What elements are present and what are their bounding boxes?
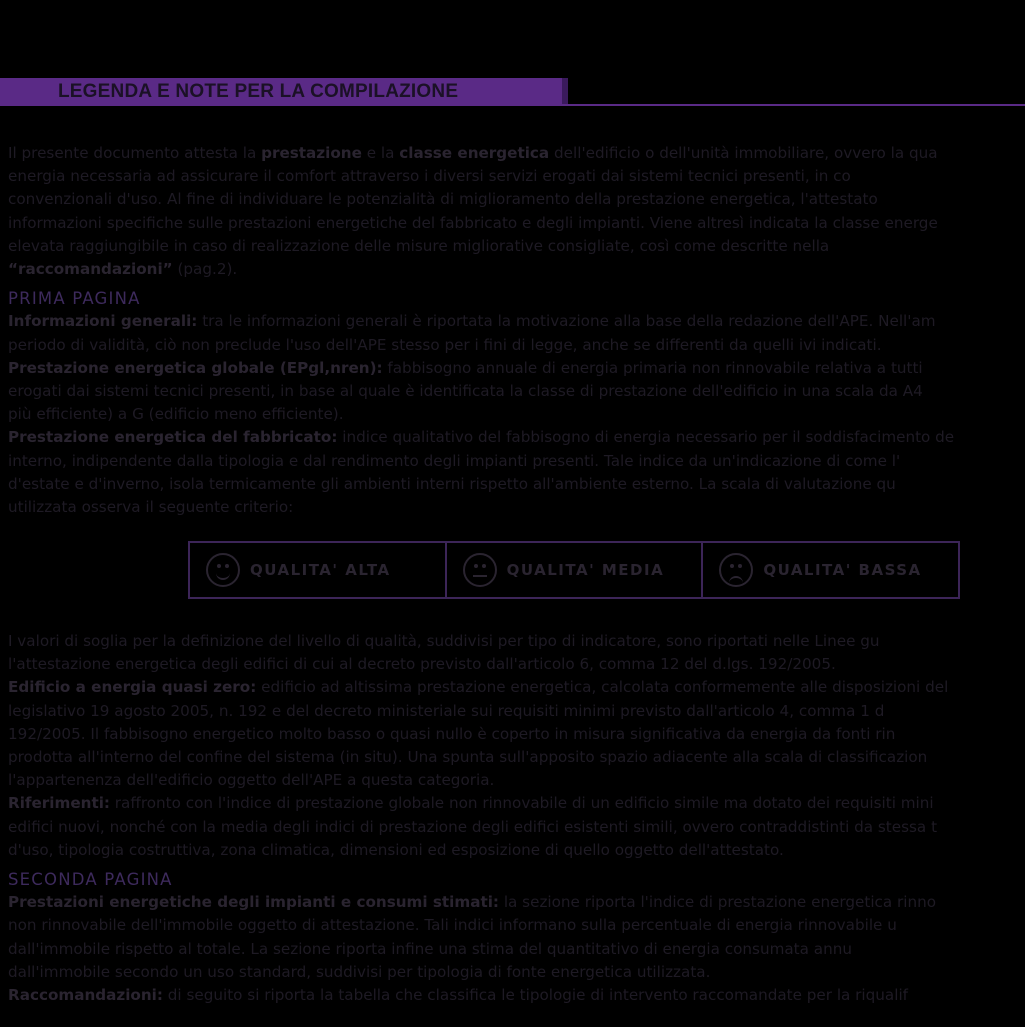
text: di seguito si riporta la tabella che classifica le tipologie di intervento raccomandate per la riqualif	[162, 986, 909, 1005]
text: Il presente documento attesta la	[8, 144, 262, 162]
quality-scale-table	[188, 541, 960, 599]
neutral-face-icon	[463, 553, 497, 587]
header-rule	[0, 104, 1025, 106]
term-label: Prestazione energetica globale (EPgl,nren):	[8, 358, 383, 377]
paragraph-line: l'attestazione energetica degli edifici di cui al decreto previsto dall'articolo 6, comma 12 del d.lgs. 192/2005.	[8, 655, 836, 674]
text: tra le informazioni generali è riportata la motivazione alla base della redazione dell'APE. Nell'am	[197, 312, 936, 331]
intro-line: energia necessaria ad assicurare il comfort attraverso i diversi servizi erogati dai sistemi tecnici presenti, in co	[8, 167, 851, 186]
text: e la	[361, 144, 400, 162]
text: dell'edificio o dell'unità immobiliare, ovvero la qua	[549, 144, 938, 162]
intro-line: convenzionali d'uso. Al fine di individuare le potenzialità di miglioramento della prestazione energetica, l'attestato	[8, 190, 878, 209]
quality-label: QUALITA' BASSA	[763, 561, 922, 579]
quality-label: QUALITA' ALTA	[250, 561, 391, 579]
term-label: Edificio a energia quasi zero:	[8, 678, 257, 697]
bold-term: prestazione	[261, 144, 362, 162]
term-label: Informazioni generali:	[8, 312, 198, 331]
second-block	[8, 630, 1025, 1007]
bold-term: classe energetica	[399, 144, 550, 162]
section-header	[0, 78, 1025, 106]
paragraph-line: utilizzata osserva il seguente criterio:	[8, 498, 294, 517]
intro-line: elevata raggiungibile in caso di realizzazione delle misure migliorative consigliate, così come descritte nella	[8, 236, 830, 255]
term-label: Riferimenti:	[8, 794, 110, 813]
text: edificio ad altissima prestazione energetica, calcolata conformemente alle disposizioni del	[256, 678, 949, 697]
paragraph-line: erogati dai sistemi tecnici presenti, in base al quale è identificata la classe di prestazione dell'edificio in una scala da A4	[8, 382, 923, 401]
intro-line	[8, 142, 1025, 165]
paragraph-line	[8, 891, 1025, 914]
sad-face-icon	[719, 553, 753, 587]
paragraph-line	[8, 676, 1025, 699]
paragraph-line: d'estate e d'inverno, isola termicamente gli ambienti interni rispetto all'ambiente esterno. La scala di valutazione qu	[8, 474, 896, 493]
term-label: Raccomandazioni:	[8, 986, 163, 1005]
text: fabbisogno annuale di energia primaria non rinnovabile relativa a tutti	[382, 358, 923, 377]
paragraph-line: legislativo 19 agosto 2005, n. 192 e del decreto ministeriale sui requisiti minimi previsto dall'articolo 4, comma 1 d	[8, 701, 885, 720]
intro-block	[8, 142, 1025, 519]
happy-face-icon	[206, 553, 240, 587]
paragraph-line	[8, 426, 1025, 449]
paragraph-line: prodotta all'interno del confine del sistema (in situ). Una spunta sull'apposito spazio adiacente alla scala di classificazion	[8, 748, 928, 767]
term-label: Prestazione energetica del fabbricato:	[8, 428, 338, 447]
paragraph-line	[8, 310, 1025, 333]
paragraph-line	[8, 984, 1025, 1007]
quality-label: QUALITA' MEDIA	[506, 561, 665, 579]
text: raffronto con l'indice di prestazione globale non rinnovabile di un edificio simile ma dotato dei requisiti mini	[109, 794, 934, 813]
header-notch	[562, 78, 568, 106]
intro-line: informazioni specifiche sulle prestazioni energetiche del fabbricato e degli impianti. Viene altresì indicata la classe energe	[8, 213, 938, 232]
paragraph-line	[8, 792, 1025, 815]
quality-cell-media	[445, 543, 702, 597]
text: la sezione riporta l'indice di prestazione energetica rinno	[499, 893, 937, 912]
paragraph-line	[8, 357, 1025, 380]
paragraph-line: dall'immobile secondo un uso standard, suddivisi per tipologia di fonte energetica utilizzata.	[8, 962, 711, 981]
paragraph-line: periodo di validità, ciò non preclude l'uso dell'APE stesso per i fini di legge, anche se differenti da quelli ivi indicati.	[8, 335, 882, 354]
paragraph-line: l'appartenenza dell'edificio oggetto dell'APE a questa categoria.	[8, 771, 495, 790]
term-label: Prestazioni energetiche degli impianti e consumi stimati:	[8, 893, 499, 912]
text: (pag.2).	[172, 260, 238, 279]
text: indice qualitativo del fabbisogno di energia necessario per il soddisfacimento de	[337, 428, 955, 447]
bold-term: “raccomandazioni”	[8, 260, 173, 279]
paragraph-line: interno, indipendente dalla tipologia e dal rendimento degli impianti presenti. Tale indice da un'indicazione di come l'	[8, 451, 901, 470]
paragraph-line: dall'immobile rispetto al totale. La sezione riporta infine una stima del quantitativo di energia consumata annu	[8, 939, 852, 958]
section-title-prima-pagina: PRIMA PAGINA	[8, 289, 141, 309]
intro-line	[8, 258, 1025, 281]
header-title: LEGENDA E NOTE PER LA COMPILAZIONE	[58, 81, 459, 102]
paragraph-line: più efficiente) a G (edificio meno efficiente).	[8, 405, 344, 424]
paragraph-line: I valori di soglia per la definizione del livello di qualità, suddivisi per tipo di indicatore, sono riportati nelle Linee gu	[8, 632, 880, 650]
paragraph-line: non rinnovabile dell'immobile oggetto di attestazione. Tali indici informano sulla percentuale di energia rinnovabile u	[8, 916, 897, 935]
quality-cell-bassa	[701, 543, 958, 597]
paragraph-line: d'uso, tipologia costruttiva, zona climatica, dimensioni ed esposizione di quello oggetto dell'attestato.	[8, 840, 784, 859]
section-title-seconda-pagina: SECONDA PAGINA	[8, 870, 173, 890]
paragraph-line: edifici nuovi, nonché con la media degli indici di prestazione degli edifici esistenti simili, ovvero contraddistinti da stessa t	[8, 817, 938, 836]
paragraph-line: 192/2005. Il fabbisogno energetico molto basso o quasi nullo è coperto in misura significativa da energia da fonti rin	[8, 724, 896, 743]
quality-cell-alta	[190, 543, 445, 597]
